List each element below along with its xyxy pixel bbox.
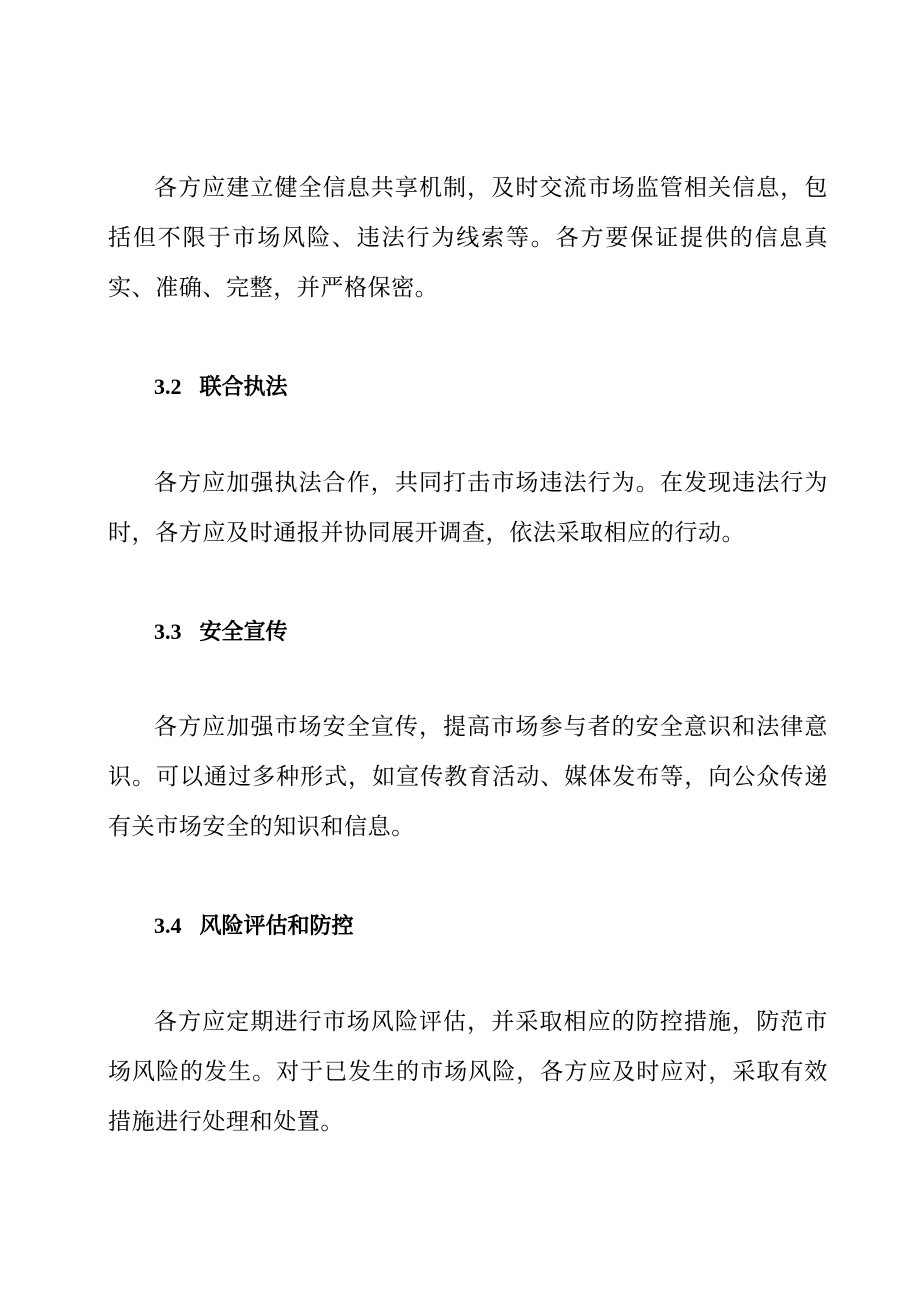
paragraph-joint-enforcement: 各方应加强执法合作，共同打击市场违法行为。在发现违法行为时，各方应及时通报并协同展开调查，依法采取相应的行动。 — [108, 470, 828, 546]
section-heading-3-2 — [154, 372, 288, 402]
section-heading-3-3 — [154, 617, 288, 647]
section-number: 3.4 — [154, 913, 182, 938]
section-title: 风险评估和防控 — [199, 913, 354, 939]
section-title: 安全宣传 — [199, 619, 288, 645]
section-number: 3.3 — [154, 619, 182, 644]
paragraph-safety-publicity: 各方应加强市场安全宣传，提高市场参与者的安全意识和法律意识。可以通过多种形式，如宣传教育活动、媒体发布等，向公众传递有关市场安全的知识和信息。 — [108, 714, 828, 840]
paragraph-risk-assessment: 各方应定期进行市场风险评估，并采取相应的防控措施，防范市场风险的发生。对于已发生的市场风险，各方应及时应对，采取有效措施进行处理和处置。 — [108, 1009, 828, 1135]
section-title: 联合执法 — [199, 374, 288, 400]
paragraph-info-sharing: 各方应建立健全信息共享机制，及时交流市场监管相关信息，包括但不限于市场风险、违法行为线索等。各方要保证提供的信息真实、准确、完整，并严格保密。 — [108, 175, 828, 301]
section-number: 3.2 — [154, 374, 182, 399]
section-heading-3-4 — [154, 911, 354, 941]
